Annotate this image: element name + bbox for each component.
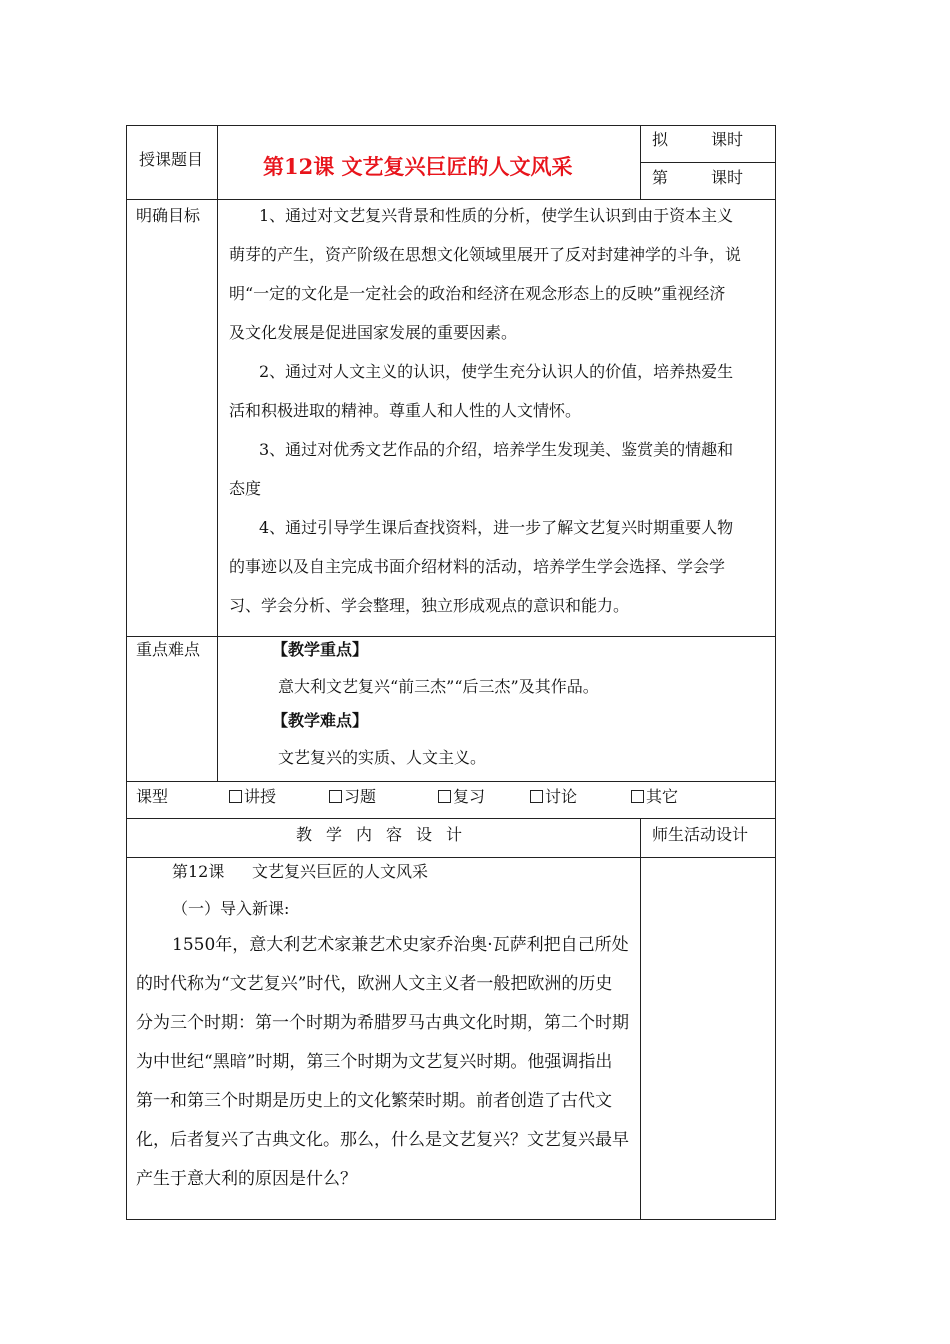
lesson-type-label: 课型 xyxy=(136,787,169,806)
table-border-bottom xyxy=(126,1219,776,1220)
type-option-discussion[interactable]: 讨论 xyxy=(530,787,577,807)
lesson-subtitle-text: 文艺复兴巨匠的人文风采 xyxy=(252,862,429,881)
objective-line: 明“一定的文化是一定社会的政治和经济在观念形态上的反映”重视经济 xyxy=(229,284,726,303)
table-border-right xyxy=(775,125,776,1220)
content-design-header: 教学内容设计 xyxy=(296,825,477,844)
table-border-left xyxy=(126,125,127,1220)
table-border-top xyxy=(126,125,776,126)
activity-column-divider xyxy=(640,818,641,1220)
current-hours-suffix: 课时 xyxy=(711,168,744,187)
objective-line: 萌芽的产生，资产阶级在思想文化领域里展开了反对封建神学的斗争，说 xyxy=(229,245,742,264)
introduction-text xyxy=(136,926,629,1199)
difficulty-heading: 【教学难点】 xyxy=(272,711,369,730)
checkbox-icon xyxy=(329,790,342,803)
type-option-exercise[interactable]: 习题 xyxy=(329,787,376,807)
type-option-review[interactable]: 复习 xyxy=(438,787,485,807)
objective-line: 3、通过对优秀文艺作品的介绍，培养学生发现美、鉴赏美的情趣和 xyxy=(259,440,734,459)
row-divider-design-header xyxy=(126,818,776,819)
body-line: 为中世纪“黑暗”时期，第三个时期为文艺复兴时期。他强调指出 xyxy=(136,1052,613,1072)
body-line: 化，后者复兴了古典文化。那么，什么是文艺复兴？文艺复兴最早 xyxy=(136,1130,629,1150)
hours-divider xyxy=(640,162,776,163)
objective-line: 态度 xyxy=(229,479,262,498)
lesson-title: 第12课 文艺复兴巨匠的人文风采 xyxy=(263,154,573,179)
objective-line: 2、通过对人文主义的认识，使学生充分认识人的价值，培养热爱生 xyxy=(259,362,734,381)
checkbox-icon xyxy=(438,790,451,803)
activity-design-header: 师生活动设计 xyxy=(652,825,749,844)
focus-heading: 【教学重点】 xyxy=(272,640,369,659)
planned-hours-prefix: 拟 xyxy=(652,130,669,149)
objective-line: 的事迹以及自主完成书面介绍材料的活动，培养学生学会选择、学会学 xyxy=(229,557,726,576)
objectives-label: 明确目标 xyxy=(136,206,201,225)
difficulty-text: 文艺复兴的实质、人文主义。 xyxy=(278,748,487,767)
hours-column-divider xyxy=(640,125,641,200)
current-hours-prefix: 第 xyxy=(652,168,669,187)
objective-line: 活和积极进取的精神。尊重人和人性的人文情怀。 xyxy=(229,401,582,420)
checkbox-icon xyxy=(631,790,644,803)
objective-line: 4、通过引导学生课后查找资料，进一步了解文艺复兴时期重要人物 xyxy=(259,518,734,537)
row-divider-keypoints xyxy=(126,636,776,637)
planned-hours-suffix: 课时 xyxy=(711,130,744,149)
body-line: 第一和第三个时期是历史上的文化繁荣时期。前者创造了古代文 xyxy=(136,1091,612,1111)
body-line: 1550年，意大利艺术家兼艺术史家乔治奥·瓦萨利把自己所处 xyxy=(172,935,629,955)
row-divider-type xyxy=(126,781,776,782)
objective-line: 习、学会分析、学会整理，独立形成观点的意识和能力。 xyxy=(229,596,630,615)
objective-line: 及文化发展是促进国家发展的重要因素。 xyxy=(229,323,518,342)
objectives-text xyxy=(229,196,741,625)
objective-line: 1、通过对文艺复兴背景和性质的分析，使学生认识到由于资本主义 xyxy=(259,206,734,225)
body-line: 分为三个时期：第一个时期为希腊罗马古典文化时期，第二个时期 xyxy=(136,1013,629,1033)
section-heading: （一）导入新课: xyxy=(172,899,290,918)
checkbox-icon xyxy=(229,790,242,803)
label-column-divider xyxy=(217,125,218,782)
row-divider-design-body xyxy=(126,857,776,858)
focus-text: 意大利文艺复兴“前三杰”“后三杰”及其作品。 xyxy=(278,677,599,696)
checkbox-icon xyxy=(530,790,543,803)
key-points-label: 重点难点 xyxy=(136,640,201,659)
type-option-other[interactable]: 其它 xyxy=(631,787,678,807)
body-line: 产生于意大利的原因是什么？ xyxy=(136,1169,357,1189)
type-option-lecture[interactable]: 讲授 xyxy=(229,787,276,807)
lesson-subtitle-prefix: 第12课 xyxy=(172,862,225,881)
body-line: 的时代称为“文艺复兴”时代，欧洲人文主义者一般把欧洲的历史 xyxy=(136,974,613,994)
topic-label: 授课题目 xyxy=(139,150,204,169)
